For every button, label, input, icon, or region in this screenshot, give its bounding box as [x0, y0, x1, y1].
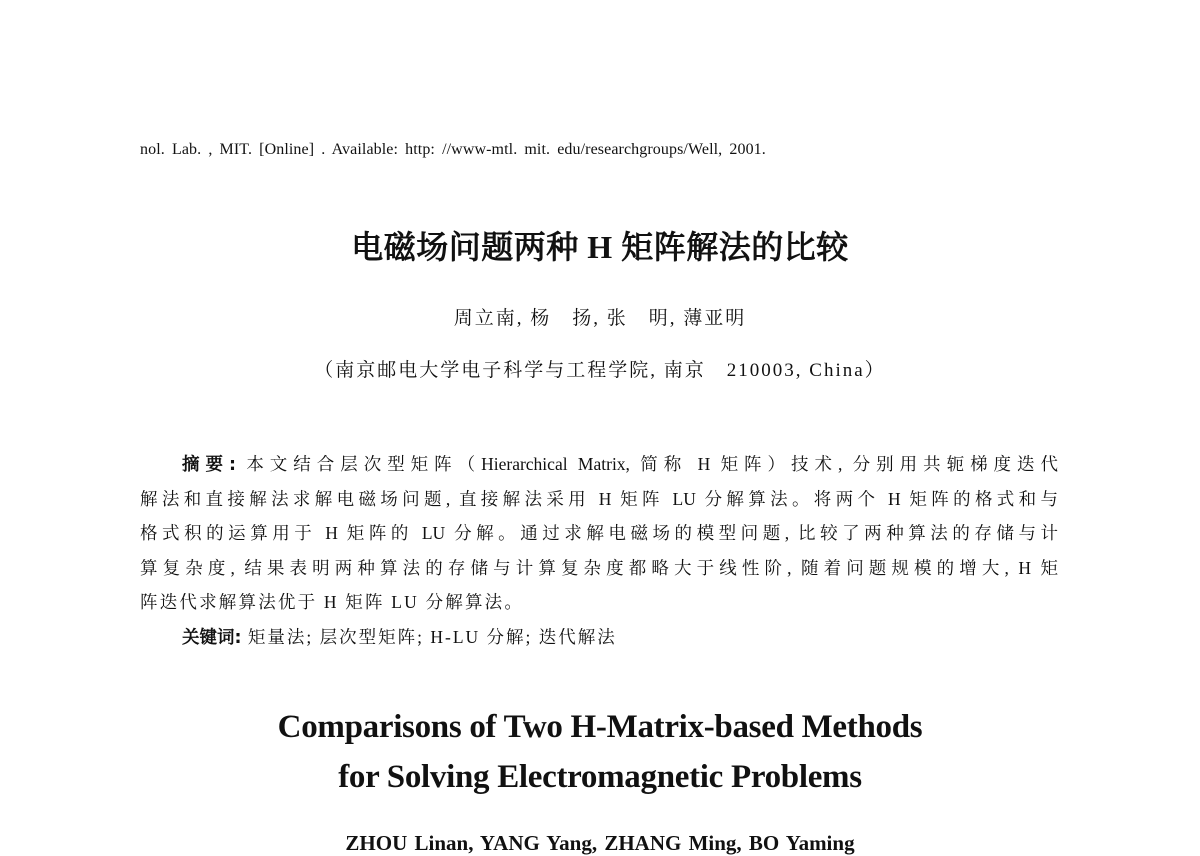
abstract-line: 格式积的运算用于 H 矩阵的 LU 分解。通过求解电磁场的模型问题, 比较了两种算法的存储与计 — [140, 523, 1058, 543]
abstract-line — [140, 447, 1058, 482]
keywords-text: 矩量法; 层次型矩阵; H-LU 分解; 迭代解法 — [247, 626, 617, 647]
abstract-text: 本文结合层次型矩阵（Hierarchical Matrix, 简称 H 矩阵）技术, 分别用共轭梯度迭代 — [246, 454, 1059, 474]
chinese-abstract — [140, 447, 1058, 655]
chinese-affiliation: （南京邮电大学电子科学与工程学院, 南京 210003, China） — [314, 360, 886, 381]
chinese-authors: 周立南, 杨 扬, 张 明, 薄亚明 — [453, 308, 747, 329]
english-authors: ZHOU Linan, YANG Yang, ZHANG Ming, BO Yaming — [345, 831, 855, 855]
reference-continuation: nol. Lab. , MIT. [Online] . Available: http: //www-mtl. mit. edu/researchgroups/Well, 2001. — [140, 141, 766, 158]
english-title — [0, 702, 1200, 802]
keywords — [140, 620, 1058, 656]
abstract-line: 阵迭代求解算法优于 H 矩阵 LU 分解算法。 — [140, 592, 525, 612]
abstract-line: 算复杂度, 结果表明两种算法的存储与计算复杂度都略大于线性阶, 随着问题规模的增大, H 矩 — [140, 557, 1058, 578]
english-title-line-1: Comparisons of Two H-Matrix-based Methods — [277, 709, 923, 745]
keywords-label: 关键词: — [182, 627, 242, 648]
abstract-label: 摘要: — [182, 455, 236, 475]
chinese-title: 电磁场问题两种 H 矩阵解法的比较 — [351, 229, 849, 265]
english-title-line-2: for Solving Electromagnetic Problems — [338, 759, 862, 795]
abstract-line: 解法和直接解法求解电磁场问题, 直接解法采用 H 矩阵 LU 分解算法。将两个 H 矩阵的格式和与 — [140, 488, 1058, 509]
